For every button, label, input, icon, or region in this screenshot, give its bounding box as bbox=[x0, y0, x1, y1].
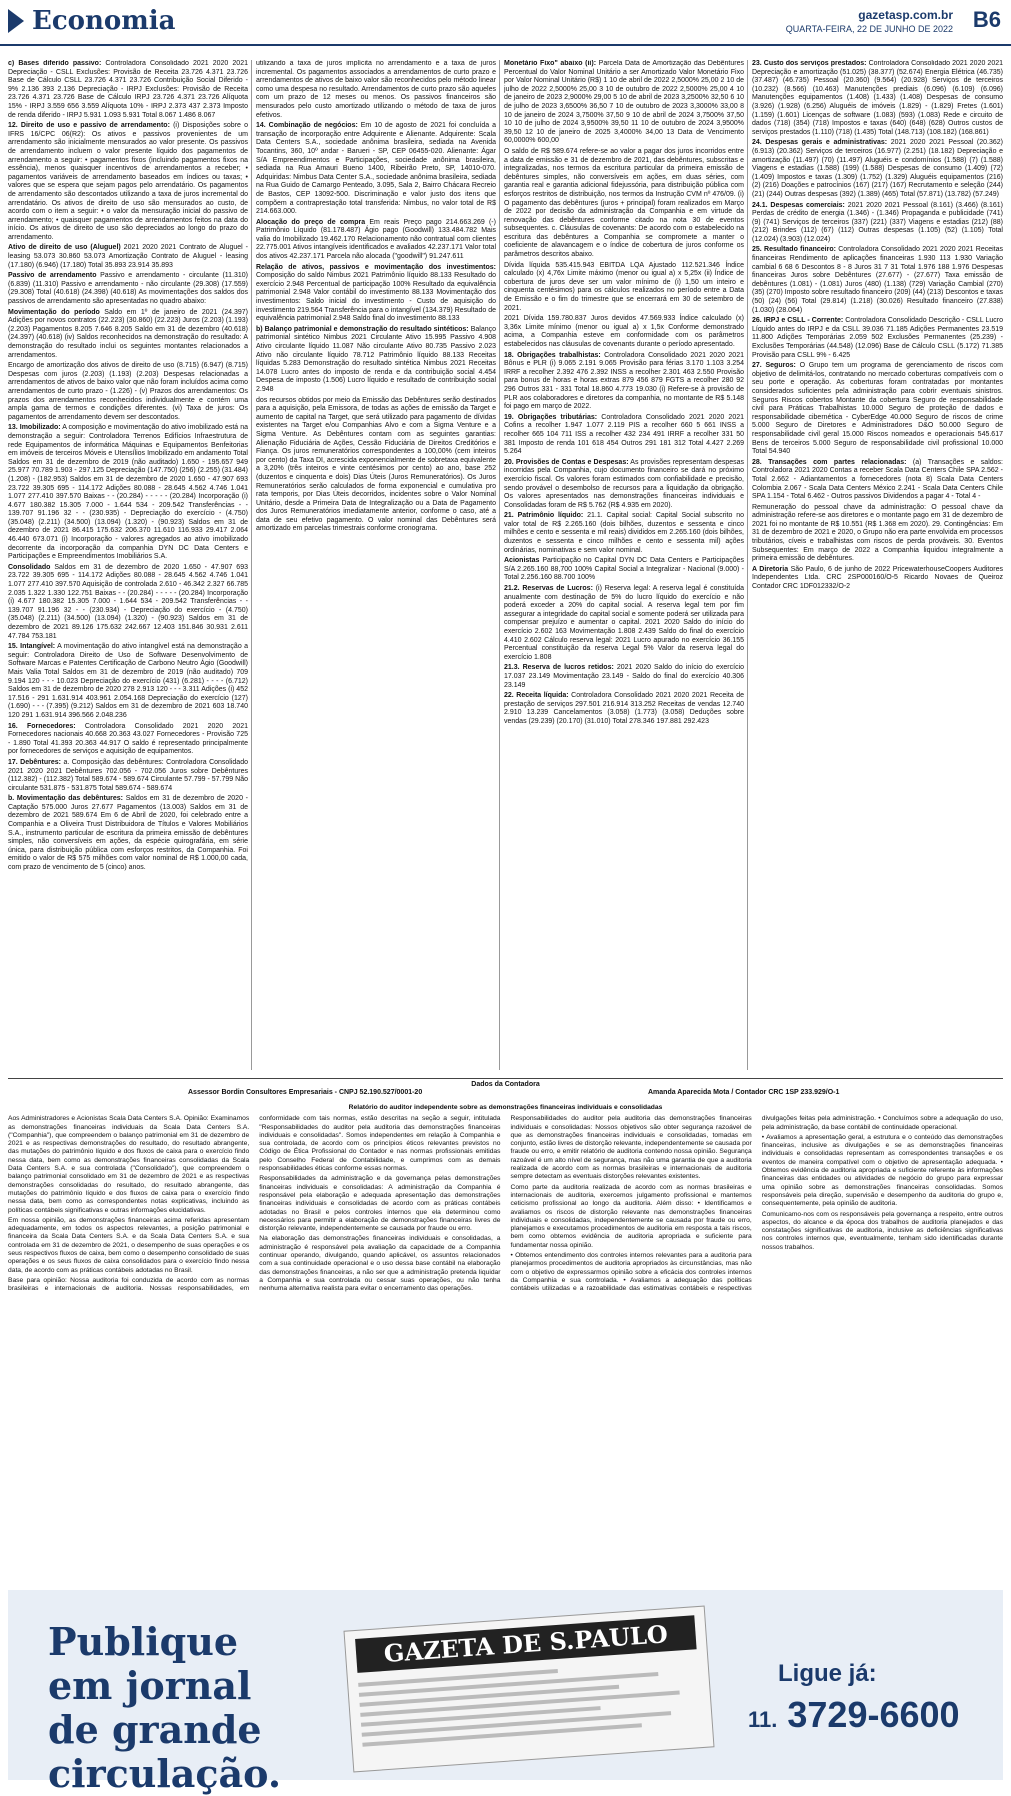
note-text: A composição e movimentação do ativo imobilizado está na demonstração a seguir: Controladora Terrenos Edifícios Infraestrutura de rede Equipamentos de informática Máquinas e Equipamentos Benfeitorias em imóveis de terceiros Móveis e Utensílios Imobilizado em andamento Total Saldos em 31 de dezembro de 2019 (não auditado) 1.650 - 195.657 949 25.977 70.789 1.903 - 297.125 Depreciação (147.750) (256) (2.255) (31.484) (1.208) - (182.953) Saldos em 31 de dezembro de 2020 1.650 - 47.907 693 23.722 39.305 695 - 114.172 Adições 80.088 - 28.645 4.562 4.746 1.041 1.077 277.410 397.570 Baixas - - (20.284) - - - - - (20.284) Incorporação (i) 4.677 180.382 15.305 7.000 - 1.644 534 - 209.542 Transferências - - 139.707 91.196 32 - - (230.935) - Depreciação do exercício - (4.750) (35.048) (2.211) (34.500) (13.094) (1.320) - (90.923) Saldos em 31 de dezembro de 2021 86.415 175.632 206.370 11.610 116.933 29.417 2.064 46.440 673.071 (i) Incorporação - valores agregados ao ativo imobilizado decorrente da incorporação da companhia DYN DC Data Centers e Participações e Empreendimentos Imobiliários S.A. bbox=[8, 424, 248, 561]
note-paragraph bbox=[8, 362, 248, 422]
page-header bbox=[0, 0, 1011, 46]
note-text: 2021 2020 2021 Contrato de Aluguel - leasing 53.073 30.860 53.073 Amortização Contrato de Aluguel - leasing (17.180) (6.946) (17.180) Total 35.893 23.914 35.893 bbox=[8, 244, 248, 269]
note-paragraph bbox=[504, 459, 744, 511]
note-paragraph bbox=[504, 692, 744, 726]
note-heading: b) Balanço patrimonial e demonstração do resultado sintéticos: bbox=[256, 325, 469, 333]
note-paragraph bbox=[752, 246, 1003, 315]
notes-column-1 bbox=[8, 60, 248, 1070]
note-text: dos recursos obtidos por meio da Emissão das Debêntures serão destinados para a aquisição, pela Emissora, de todas as ações de emissão da Target e aumento de capital na Target, que será utilizado para pagamento de dívidas existentes na Target e/ou Companhias Alvo e com a Sigma Venture e a Sigma Venture. As Debêntures contam com as seguintes garantias: Alienação Fiduciária de Ações, Cessão Fiduciária de Direitos Creditórios e Fiança. Os juros remuneratórios correspondentes a 100,00% (cem inteiros por cento) da Taxa DI, acrescida exponencialmente de sobretaxa equivalente a 3,20% (três inteiros e vinte centésimos por cento) ao ano, base 252 (duzentos e cinquenta e dois) Dias Úteis (Juros Remuneratórios). Os Juros Remuneratórios serão calculados de forma exponencial e cumulativa pro rata temporis, por Dias Úteis decorridos, incidentes sobre o Valor Nominal Unitário, desde a Primeira Data de Integralização ou a Data de Pagamento dos Juros Remuneratórios imediatamente anterior, conforme o caso, até a data de seu efetivo pagamento. O valor nominal das Debêntures será amortizado em parcelas trimestrais conforme cronograma. bbox=[256, 396, 496, 533]
note-paragraph bbox=[256, 122, 496, 217]
note-text: Controladora Consolidado 2021 2020 2021 Depreciação - CSLL Exclusões: Provisão de Receita 23.726 4.371 23.726 Base de Cálculo CSLL 23.726 4.371 23.726 Contribuição Social Diferido - 9% 2.136 393 2.136 Depreciação - IRPJ Exclusões: Provisão de Receita 23.726 4.371 23.726 Base de Cálculo IRPJ 23.726 4.371 23.726 Alíquota 15% - IRPJ 3.559 656 3.559 Alíquota 10% - IRPJ 2.373 437 2.373 Imposto de renda diferido - IRPJ 5.931 1.093 5.931 Total 8.067 1.486 8.067 bbox=[8, 60, 248, 119]
note-heading: Passivo de arrendamento bbox=[8, 272, 97, 280]
note-text: Controladora Consolidado 2021 2020 2021 Receita de prestação de serviços 297.501 216.914 313.252 Receitas de vendas 12.740 2.910 13.239 Cancelamentos (3.058) (1.773) (3.058) Deduções sobre vendas (29.239) (20.170) (31.010) Total 278.346 197.881 292.423 bbox=[504, 692, 744, 725]
auditor-paragraph: • Avaliamos a apresentação geral, a estrutura e o conteúdo das demonstrações financeiras, inclusive as divulgações e se as demonstrações financeiras individuais e consolidadas representam as correspondentes transações e os eventos de maneira compatível com o objetivo de apresentação adequada. • Obtemos evidência de auditoria apropriada e suficiente referente às informações financeiras das entidades ou atividades de negócio do grupo para expressar uma opinião sobre as demonstrações financeiras consolidadas. Somos responsáveis pela direção, supervisão e desempenho da auditoria do grupo e, consequentemente, pela opinião de auditoria. bbox=[761, 1133, 1003, 1208]
site-url[interactable]: gazetasp.com.br bbox=[858, 8, 953, 22]
note-heading: 25. Resultado financeiro: bbox=[752, 246, 836, 254]
note-paragraph bbox=[8, 643, 248, 720]
note-heading: 24.1. Despesas comerciais: bbox=[752, 201, 845, 209]
note-paragraph bbox=[8, 723, 248, 757]
note-heading: 22. Receita líquida: bbox=[504, 692, 569, 700]
note-heading: Monetário Fixo" abaixo (ii): bbox=[504, 60, 597, 67]
note-text: utilizando a taxa de juros implícita no arrendamento e a taxa de juros incremental. Os pagamentos associados a arrendamentos de curto prazo e arrendamentos de ativos de baixo valor são reconhecidos pelo método linear como uma despesa no resultado. Arrendamentos de curto prazo são aqueles com um prazo de 12 meses ou menos. Os passivos financeiros são mensurados pelo custo amortizado utilizando o método de taxa de juros efetivos. bbox=[256, 60, 496, 119]
ad-headline: Publique em jornal de grande circulação. bbox=[48, 1619, 282, 1796]
note-heading: 12. Direito de uso e passivo de arrendamento: bbox=[8, 122, 170, 130]
note-heading: 21. Patrimônio líquido: bbox=[504, 512, 584, 520]
note-heading: 19. Obrigações tributárias: bbox=[504, 413, 598, 421]
note-paragraph bbox=[752, 202, 1003, 245]
note-text: 2021 2020 Saldo do início do exercício 17.037 23.149 Movimentação 23.149 - Saldo do final do exercício 40.306 23.149 bbox=[504, 664, 744, 689]
note-paragraph bbox=[504, 664, 744, 690]
newspaper-illustration bbox=[343, 1606, 714, 1773]
note-text: Em 10 de agosto de 2021 foi concluída a transação de incorporação entre Adquirente e Alienante. Adquirente: Scala Data Centers S.A., sociedade anônima brasileira, sediada na Avenida Tocantins, 360, 10º andar - Barueri - SP, CEP 06455-020. Alienante: Ágar S/A Empreendimentos e Participações, sociedade anônima brasileira, sediada na Rua Amauri Bueno 1400, Ribeirão Preto, SP, 14010-070. Adquiridas: Nimbus Data Center S.A., sociedade anônima brasileira, sediada na Rua Guido de Camargo Penteado, 3.095, Sala 2, Bairro Chácara Recreio de Bastos, CEP 13092-500. Discriminação e valor justo dos itens que compõem a contraprestação total transferida: Nimbus, no valor total de R$ 214.663.000. bbox=[256, 122, 496, 216]
note-paragraph bbox=[8, 122, 248, 242]
auditor-report-title: Relatório do auditor independente sobre as demonstrações financeiras individuais e consolidadas bbox=[348, 1104, 663, 1111]
note-text: Remuneração do pessoal chave da administração: O pessoal chave da administração refere-se aos diretores e o montante pago em 31 de dezembro de 2021 foi no montante de R$ 10.551 (R$ 1.368 em 2020). 29. Contingências: Em 31 de dezembro de 2021 e 2020, o Grupo não era parte envolvida em processos tributários, cíveis e trabalhistas com riscos de perda prováveis. 30. Eventos Subsequentes: Em março de 2022 a Companhia liquidou integralmente a primeira emissão de debêntures. bbox=[752, 503, 1003, 563]
note-heading: 14. Combinação de negócios: bbox=[256, 122, 358, 130]
note-paragraph bbox=[504, 512, 744, 555]
note-paragraph bbox=[8, 564, 248, 641]
section-chevron-icon bbox=[8, 9, 24, 33]
note-paragraph bbox=[256, 264, 496, 324]
note-heading: 28. Transações com partes relacionadas: bbox=[752, 458, 907, 466]
auditor-paragraph: Responsabilidades do auditor pela auditoria das demonstrações financeiras individuais e consolidadas: Nossos objetivos são obter segurança razoável de que as demonstrações financeiras individuais e consolidadas, tomadas em conjunto, estão livres de distorção relevante, independentemente se causada por fraude ou erro, e emitir relatório de auditoria contendo nossa opinião. Segurança razoável é um alto nível de segurança, mas não uma garantia de que a auditoria realizada de acordo com as normas brasileiras e internacionais de auditoria sempre detectam as eventuais distorções relevantes existentes. bbox=[510, 1115, 752, 1181]
note-heading: 13. Imobilizado: bbox=[8, 424, 61, 432]
note-text: 2021 2020 2021 Pessoal (8.161) (3.466) (8.161) Perdas de crédito de energia (1.346) - (1.346) Propaganda e publicidade (741) (9) (741) Serviços de terceiros (337) (221) (337) Viagens e estadias (212) (88) (212) Brindes (112) (67) (112) Outras despesas (1.105) (52) (1.105) Total (12.024) (3.903) (12.024) bbox=[752, 201, 1003, 243]
note-heading: 27. Seguros: bbox=[752, 362, 796, 370]
ad-phone-ddd: 11. bbox=[748, 1707, 778, 1732]
signature-left: Assessor Bordin Consultores Empresariais - CNPJ 52.190.527/0001-20 bbox=[188, 1089, 423, 1096]
note-text: As provisões representam despesas incorridas pela Companhia, cujo documento financeiro se dará no próximo exercício fiscal. Os valores foram estimados com confiabilidade e precisão, sendo provável o desembolso de recursos para a liquidação da obrigação. Os valores apresentados nas demonstrações financeiras individuais e Consolidadas foram de R$ 5.762 (R$ 4.935 em 2020). bbox=[504, 458, 744, 509]
note-paragraph bbox=[752, 60, 1003, 137]
column-divider bbox=[747, 60, 748, 1070]
auditor-report bbox=[8, 1104, 1003, 1544]
note-heading: Consolidado bbox=[8, 563, 51, 571]
column-divider bbox=[251, 60, 252, 1070]
note-text: Controladora Consolidado 2021 2020 2021 Fornecedores nacionais 40.668 20.363 43.027 Fornecedores - Provisão 725 - 1.890 Total 41.393 20.363 44.917 O saldo é representado principalmente por fornecedores de serviços e aquisição de equipamentos. bbox=[8, 722, 248, 756]
note-paragraph bbox=[752, 317, 1003, 360]
note-paragraph bbox=[752, 362, 1003, 457]
signature-block bbox=[8, 1078, 1003, 1099]
note-paragraph bbox=[8, 244, 248, 270]
auditor-paragraph: Em nossa opinião, as demonstrações financeiras acima referidas apresentam adequadamente, em todos os aspectos relevantes, a posição patrimonial e financeira da Scala Data Centers S.A. e da Scala Data Centers S.A. e sua controlada em 31 de dezembro de 2021, o desempenho de suas operações e os seus respectivos fluxos de caixa, bem como o desempenho consolidado de suas operações e os seus fluxos de caixa consolidados para o exercício findo nessa data, de acordo com as práticas contábeis adotadas no Brasil. bbox=[8, 1216, 250, 1274]
note-heading: c) Bases diferido passivo: bbox=[8, 60, 102, 67]
auditor-paragraph: Como parte da auditoria realizada de acordo com as normas brasileiras e internacionais de auditoria, exercemos julgamento profissional e mantemos ceticismo profissional ao longo da auditoria. Além disso: • Identificamos e avaliamos os riscos de distorção relevante nas demonstrações financeiras individuais e consolidadas, independentemente se causada por fraude ou erro, planejamos e executamos procedimentos de auditoria em resposta a tais riscos, bem como obtemos evidência de auditoria apropriada e suficiente para fundamentar nossa opinião. bbox=[510, 1183, 752, 1249]
note-paragraph bbox=[8, 272, 248, 306]
note-paragraph bbox=[504, 352, 744, 412]
note-text: (i) Disposições sobre o IFRS 16/CPC 06(R2): Os ativos e passivos provenientes de um arrendamento são inicialmente mensurados ao valor presente. Os passivos de arrendamento incluem o valor presente líquido dos pagamentos de arrendamento a seguir: • pagamentos fixos (incluindo pagamentos fixos na essência), menos quaisquer incentivos de arrendamentos a receber; • pagamentos variáveis de arrendamento baseados em índices ou taxas; • valores que se espera que sejam pagos pelo arrendatário. Os pagamentos de arrendamento são descontados utilizando a taxa de juros incremental do arrendatário. Os ativos de direito de uso são mensurados ao custo, de acordo com o item a seguir: • o valor da mensuração inicial do passivo de arrendamento; • quaisquer pagamentos de arrendamentos feitos na data do início. Os ativos de direito de uso são depreciados ao longo do prazo do arrendamento. bbox=[8, 122, 248, 241]
ad-phone-number: 3729-6600 bbox=[787, 1694, 960, 1735]
note-heading: 15. Intangível: bbox=[8, 643, 56, 651]
note-paragraph bbox=[504, 148, 744, 260]
note-text: Controladora Consolidado 2021 2020 2021 Bônus e PLR (i) 9.065 2.191 9.065 Provisão para férias 3.170 1.103 3.254 IRRF a recolher 2.392 476 2.392 INSS a recolher 2.301 463 2.550 Provisão para bonus de horas e horas extras 879 456 879 FGTS a recolher 280 92 296 Outros 331 - 331 Total 18.860 4.773 19.030 (i) Refere-se à provisão de PLR aos colaboradores e diretores da companhia, no montante de R$ 5.148 foi pago em março de 2022. bbox=[504, 351, 744, 411]
advertisement-banner[interactable] bbox=[8, 1590, 1003, 1796]
note-text: (i) Reserva legal: A reserva legal é constituída anualmente com destinação de 5% do lucro líquido do exercício e não poderá exceder a 20% do capital social. A reserva legal tem por fim assegurar a integridade do capital social e somente poderá ser utilizada para compensar prejuízo e aumentar o capital. 2021 2020 Saldo do início do exercício 2.602 163 Movimentação 1.808 2.439 Saldo do final do exercício 4.410 2.602 Cálculo reserva legal: 2021 Lucro apurado no exercício 36.155 Percentual constituição da reserva Legal 5% Valor da reserva legal do exercício 1.808 bbox=[504, 585, 744, 661]
ad-call-to-action: Ligue já: bbox=[778, 1660, 877, 1687]
note-text: São Paulo, 6 de junho de 2022 PricewaterhouseCoopers Auditores Independentes Ltda. CRC 2SP000160/O-5 Ricardo Novaes de Queiroz Contador CRC 1DF012332/O-2 bbox=[752, 565, 1003, 591]
note-paragraph bbox=[256, 60, 496, 120]
note-paragraph bbox=[504, 262, 744, 314]
note-text: Controladora Consolidado Descrição - CSLL Lucro Líquido antes do IRPJ e da CSLL 39.036 71.185 Adições Permanentes 23.519 11.800 Adições Temporárias 2.059 502 Exclusões Permanentes (25.239) - Exclusões Temporárias (44.548) (12.096) Base de Cálculo CSLL (5.172) 71.385 Provisão para CSLL 9% - 6.425 bbox=[752, 317, 1003, 359]
note-text: O Grupo tem um programa de gerenciamento de riscos com objetivo de delimitá-los, contratando no mercado coberturas compatíveis com o seu porte e operação. As coberturas foram contratadas por montantes considerados suficientes pela administração para cobrir eventuais sinistros. Seguros Riscos cobertos Montante da cobertura Seguro de responsabilidade civil para Práticas Trabalhistas 10.000 Seguro de proteção de dados e responsabilidade cibernética - CyberEdge 40.000 Seguro de riscos de crime 5.000 Seguro de Diretores e Administradores D&O 50.000 Seguro de responsabilidade civil geral 15.000 Riscos nomeados e operacionais 545.617 Bens de terceiros 5.000 Seguro de responsabilidade civil profissional 10.000 Total 54.940 bbox=[752, 362, 1003, 456]
note-paragraph bbox=[8, 759, 248, 793]
note-paragraph bbox=[752, 566, 1003, 592]
note-heading: Acionistas bbox=[504, 557, 540, 565]
notes-column-4 bbox=[752, 60, 1003, 1070]
note-paragraph bbox=[504, 60, 744, 146]
note-text: (a) Transações e saldos: Controladora 2021 2020 Contas a receber Scala Data Centers Chile SPA 2.562 - Total 2.662 - Adiantamentos a fornecedores (nota 8) Scala Data Centers Colombia 2.067 - Scala Data Centers México 2.241 - Scala Data Centers Chile SPA 1.154 - Total 6.462 - Outros passivos Dividendos a pagar 4 - Total 4 - bbox=[752, 458, 1003, 501]
signature-right: Amanda Aparecida Mota / Contador CRC 1SP 233.929/O-1 bbox=[648, 1089, 840, 1096]
note-heading: Ativo de direito de uso (Aluguel) bbox=[8, 244, 121, 252]
note-heading: 26. IRPJ e CSLL - Corrente: bbox=[752, 317, 844, 325]
note-text: Parcela Data de Amortização das Debêntures Percentual do Valor Nominal Unitário a ser Amortizado Valor Monetário Fixo por Valor Nominal Unitário (R$) 1 10 de abril de 2022 2,5000% 25,00 2 10 de julho de 2022 2,5000% 25,00 3 10 de outubro de 2022 2,5000% 25,00 4 10 de janeiro de 2023 2,9000% 29,00 5 10 de abril de 2023 3,2500% 32,50 6 10 de julho de 2023 3,6500% 36,50 7 10 de outubro de 2023 3,3000% 33,00 8 10 de janeiro de 2024 3,7500% 37,50 9 10 de abril de 2024 3,7500% 37,50 10 10 de julho de 2024 3,9500% 39,50 11 10 de outubro de 2024 3,9500% 39,50 12 10 de janeiro de 2025 3,4000% 34,00 13 Data de Vencimento 60,0000% 600,00 bbox=[504, 60, 744, 145]
note-paragraph bbox=[8, 309, 248, 361]
note-paragraph bbox=[504, 585, 744, 662]
note-text: Participação no Capital DYN DC Data Centers e Participações S/A 2.265.160 88,700 100% Capital Social a Integralizar - Nacional (9.000) - Total 2.256.160 88.700 100% bbox=[504, 557, 744, 582]
note-heading: 23. Custo dos serviços prestados: bbox=[752, 60, 867, 67]
note-text: Em reais Preço pago 214.663.269 (-) Patrimônio Líquido (81.178.487) Ágio pago (Goodwill) 133.484.782 Mais valia do Imobilizado 19.462.170 Relacionamento não contratual com clientes 22.775.001 Ativos intangíveis identificados e avaliados 42.237.171 Valor total dos ativos 42.237.171 Parcela não alocada ("goodwill") 91.247.611 bbox=[256, 218, 496, 261]
section-title: Economia bbox=[32, 6, 176, 36]
note-heading: Movimentação do período bbox=[8, 308, 100, 316]
note-text: Saldos em 31 de dezembro de 2020 - Captação 575.000 Juros 27.677 Pagamentos (13.003) Saldos em 31 de dezembro de 2021 589.674 Em 6 de Abril de 2020, foi celebrado entre a Companhia e a Oliveira Trust Distribuidora de Títulos e Valores Mobiliários S.A., instrumento particular de escritura da primeira emissão de debêntures simples, não conversíveis em ações, da espécie quirografária, em série única, para distribuição pública com esforços restritos, da Companhia. Foi emitido o valor de R$ 575 milhões com valor nominal de R$ 1.000,00 cada, com prazo de vencimento de 5 (cinco) anos. bbox=[8, 795, 248, 872]
note-heading: b. Movimentação das debêntures: bbox=[8, 795, 124, 803]
note-paragraph bbox=[504, 315, 744, 349]
notes-column-3 bbox=[504, 60, 744, 1070]
issue-date: QUARTA-FEIRA, 22 DE JUNHO DE 2022 bbox=[785, 24, 953, 34]
note-heading: 20. Provisões de Contas e Despesas: bbox=[504, 458, 629, 466]
note-paragraph bbox=[752, 139, 1003, 199]
note-paragraph bbox=[8, 424, 248, 562]
note-paragraph bbox=[752, 459, 1003, 502]
auditor-paragraph: Responsabilidades da administração e da governança pelas demonstrações financeiras individuais e consolidadas: A administração da Companhia é responsável pela elaboração e adequada apresentação das demonstrações financeiras individuais e consolidadas de acordo com as práticas contábeis adotadas no Brasil e pelos controles internos que ela determinou como necessários para permitir a elaboração de demonstrações financeiras livres de distorção relevante, independentemente se causada por fraude ou erro. bbox=[259, 1175, 501, 1233]
note-paragraph bbox=[8, 795, 248, 872]
note-text: Controladora Consolidado 2021 2020 2021 Depreciação e amortização (51.025) (38.377) (52.674) Energia Elétrica (46.735) (37.487) (46.735) Pessoal (20.360) (9.564) (20.928) Serviços de terceiros (10.232) (8.566) (10.463) Manutenções prediais (6.096) (6.109) (6.096) Manutenções equipamentos (1.408) (1.433) (1.408) Despesas de consumo (3.926) (1.928) (6.256) Aluguéis de imóveis (1.829) - (1.829) Fretes (1.601) (1.159) (1.601) Licenças de software (1.083) (593) (1.083) Rede e circuito de dados (718) (354) (718) Impostos e taxas (640) (648) (628) Outros custos de serviços prestados (1.110) (718) (1.435) Total (148.713) (108.182) (168.861) bbox=[752, 60, 1003, 136]
note-text: Balanço patrimonial sintético Nimbus 2021 Circulante Ativo 15.995 Passivo 4.908 Ativo circulante líquido 11.087 Não circulante Ativo 80.735 Passivo 2.023 Ativo não circulante líquido 78.712 Patrimônio líquido 88.133 Receitas líquidas 5.283 Demonstração do resultado sintética Nimbus 2021 Receitas 14.078 Lucro antes do imposto de renda e da contribuição social 4.454 Despesa de imposto (1.506) Lucro líquido e resultado de contribuição social 2.948 bbox=[256, 325, 496, 393]
note-text: Controladora Consolidado 2021 2020 2021 Receitas financeiras Rendimento de aplicações financeiras 1.930 113 1.930 Variação cambial 6 68 6 Descontos 8 - 8 Juros 31 7 31 Total 1.976 188 1.976 Despesas financeiras Juros sobre Debêntures (27.677) - (27.677) Taxa emissão de debêntures (1.081) - (1.081) Juros (480) (1.138) (729) Variação Cambial (270) (35) (270) Imposto sobre resultado financeiro (209) (44) (213) Descontos e taxas (50) (24) (56) Total (29.814) (1.218) (30.026) Resultado financeiro (27.838) (1.030) (28.064) bbox=[752, 246, 1003, 314]
note-text: Saldo em 1º de janeiro de 2021 (24.397) Adições por novos contratos (22.223) (30.860) (22.223) Juros (2.203) (1.193) (2.203) Pagamentos 8.205 7.646 8.205 Saldo em 31 de dezembro (40.618) (24.397) (40.618) (iv) Saldos reconhecidos na demonstração do resultado: A demonstração do resultado inclui os seguintes montantes relacionados a arrendamentos. bbox=[8, 308, 248, 359]
note-paragraph bbox=[256, 397, 496, 535]
page-number: B6 bbox=[972, 7, 1001, 32]
ad-phone[interactable] bbox=[748, 1694, 960, 1736]
note-heading: 24. Despesas gerais e administrativas: bbox=[752, 139, 888, 147]
note-paragraph bbox=[752, 504, 1003, 564]
note-text: O saldo de R$ 589.674 refere-se ao valor a pagar dos juros incorridos entre a data de emissão e 31 de dezembro de 2021, das debêntures, subscritas e integralizadas, nos termos da escritura particular da primeira emissão de debêntures simples, não conversíveis em ações, em duas séries, com garantia real e garantia adicional fidejussória, para distribuição pública com esforços restritos de distribuição, nos termos da Instrução CVM nº 476/09. (i) O pagamento das debêntures (juros + principal) foram realizados em Março de 2022 por decisão da administração da Companhia e em virtude da renovação das debêntures conforme citado na nota 30 de eventos subsequentes. c. Cláusulas de covenants: De acordo com o estabelecido na escritura das debêntures a Companhia se compromete a manter o coeficiente de alavancagem e o índice de cobertura de juros conforme os parâmetros descritos abaixo. bbox=[504, 147, 744, 259]
note-heading: 16. Fornecedores: bbox=[8, 722, 76, 730]
newspaper-masthead: GAZETA DE S.PAULO bbox=[355, 1615, 697, 1673]
note-heading: 18. Obrigações trabalhistas: bbox=[504, 351, 601, 359]
note-paragraph bbox=[8, 60, 248, 120]
note-heading: 21.3. Reserva de lucros retidos: bbox=[504, 664, 614, 672]
note-text: 2021 2020 2021 Pessoal (20.362) (6.913) (20.362) Serviços de terceiros (16.977) (2.251) (18.182) Depreciação e amortização (11.497) (70) (11.497) Aluguéis e condomínios (1.588) (7) (1.588) Viagens e estadias (1.588) (199) (1.588) Despesas de consumo (1.409) (72) (1.409) Impostos e taxas (1.309) (1.752) (1.329) Aluguéis equipamentos (216) (2) (216) Doações e patrocínios (167) (217) (167) Recrutamento e seleção (244) (21) (244) Outras despesas (392) (1.389) (465) Total (57.871) (13.782) (57.249) bbox=[752, 139, 1003, 198]
note-paragraph bbox=[504, 557, 744, 583]
note-text: Saldos em 31 de dezembro de 2020 1.650 - 47.907 693 23.722 39.305 695 - 114.172 Adições 80.088 - 28.645 4.562 4.746 1.041 1.077 277.410 397.570 Aquisição de controlada 2.610 - 46.342 2.327 66.785 2.035 1.322 1.330 122.751 Baixas - - (20.284) - - - - - (20.284) Incorporação (i) 4.677 180.382 15.305 7.000 - 1.644 534 - 209.542 Transferências - - 139.707 91.196 32 - - (230.934) - Depreciação do exercício - (4.750) (35.048) (2.211) (34.500) (13.094) (1.320) - (90.923) Saldos em 31 de dezembro de 2021 89.126 175.632 242.667 12.403 151.846 30.931 2.611 47.784 753.181 bbox=[8, 563, 248, 640]
note-text: 21.1. Capital social: Capital Social subscrito no valor total de R$ 2.265.160 (dois bilhões, duzentos e sessenta e cinco milhões e cento e sessenta e mil reais) divididos em 2.265.160 (dois bilhões, duzentos e sessenta e cinco milhões e cento e sessenta mil) ações ordinárias, nominativas e sem valor nominal. bbox=[504, 512, 744, 554]
auditor-paragraph: Base para opinião: Nossa auditoria foi conduzida de acordo com as normas brasileiras e internacionais de auditoria. Nossas responsabilidades, em conformidade com tais normas, estão descritas na seção a seguir, intitulada "Responsabilidades do auditor pela auditoria das demonstrações financeiras individuais e consolidadas". Somos independentes em relação à Companhia e sua controlada, de acordo com os princípios éticos relevantes previstos no Código de Ética Profissional do Contador e nas normas profissionais emitidas pelo Conselho Federal de Contabilidade, e cumprimos com as demais responsabilidades éticas conforme essas normas. bbox=[8, 1115, 501, 1293]
notes-column-2 bbox=[256, 60, 496, 1070]
note-text: Composição do saldo Nimbus 2021 Patrimônio líquido 88.133 Resultado do exercício 2.948 Percentual de participação 100% Resultado da equivalência patrimonial 2.948 Valor contábil do investimento 88.133 Movimentação dos investimentos: Saldo inicial do investimento - Custo de aquisição do investimento 219.564 Transferência para o intangível (134.379) Resultado de equivalência patrimonial 2.948 Saldo final do investimento 88.133 bbox=[256, 272, 496, 323]
note-paragraph bbox=[256, 326, 496, 395]
note-paragraph bbox=[504, 414, 744, 457]
note-text: Encargo de amortização dos ativos de direito de uso (8.715) (6.947) (8.715) Despesas com juros (2.203) (1.193) (2.203) Despesas relacionadas a arrendamentos de ativos de baixo valor que não foram incluídos acima como arrendamentos de curto prazo - (1.226) - (v) Prazos dos arrendamentos: Os prazos dos arrendamentos reconhecidos individualmente e contém uma ampla gama de termos e condições diferentes. (vi) Taxa de juros: Os pagamentos de arrendamento devem ser descontados. bbox=[8, 362, 248, 421]
note-text: Controladora Consolidado 2021 2020 2021 Cofins a recolher 1.947 1.077 2.119 PIS a recolher 660 5 661 INSS a recolher 665 104 711 ISS a recolher 432 234 491 IRRF a recolher 331 50 381 Imposto de renda 101 618 454 Outros 291 181 312 Total 4.427 2.269 5.264 bbox=[504, 413, 744, 456]
accountant-title: Dados da Contadora bbox=[471, 1081, 540, 1088]
note-text: A movimentação do ativo intangível está na demonstração a seguir: Controladora Direito de Uso de Software Desenvolvimento de Software Marcas e Patentes Certificação de Carbono Neutro Ágio (Goodwill) Mais Valia Total Saldos em 31 de dezembro de 2019 (não auditado) 709 9.194 120 - - - 10.023 Depreciação do exercício (431) (6.281) - - - - (6.712) Saldos em 31 de dezembro de 2020 278 2.913 120 - - - 3.311 Adições (i) 452 17.516 - 291 1.631.914 403.961 2.054.168 Depreciação do exercício (127) (1.690) - - - (7.395) (9.212) Saldos em 31 de dezembro de 2021 603 18.740 120 291 1.631.914 396.566 2.048.236 bbox=[8, 643, 248, 719]
note-text: a. Composição das debêntures: Controladora Consolidado 2021 2020 2021 Debêntures 702.056 - 702.056 Juros sobre Debêntures (112.382) - (112.382) Total 589.674 - 589.674 Circulante 57.799 - 57.799 Não circulante 531.875 - 531.875 Total 589.674 - 589.674 bbox=[8, 758, 248, 792]
note-text: Passivo e arrendamento - circulante (11.310) (6.839) (11.310) Passivo e arrendamento - não circulante (29.308) (17.559) (29.308) Total (40.618) (24.398) (40.618) As movimentações dos saldos dos passivos de arrendamento são apresentadas no quadro abaixo: bbox=[8, 272, 248, 306]
note-text: Dívida líquida 535.415.943 EBITDA LQA Ajustado 112.521.346 Índice calculado (x) 4,76x Limite máximo (menor ou igual a) x 5,25x (ii) Índice de cobertura de juros deve ser um valor mínimo de (i) 1,50 um inteiro e cinquenta centésimos) para os cálculos realizados no período entre a Data de Emissão e o fim do trimestre que se encerrará em 30 de setembro de 2021. bbox=[504, 261, 744, 312]
note-text: 2021 Dívida 159.780.837 Juros devidos 47.569.933 Índice calculado (x) 3,36x Limite mínimo (menor ou igual a) x 1,5x Conforme demonstrado acima, a Companhia esteve em conformidade com os parâmetros estabelecidos nas cláusulas de covenants durante o período apresentado. bbox=[504, 315, 744, 348]
note-paragraph bbox=[256, 219, 496, 262]
auditor-paragraph: Na elaboração das demonstrações financeiras individuais e consolidadas, a administração é responsável pela avaliação da capacidade de a Companhia continuar operando, divulgando, quando aplicável, os assuntos relacionados com a sua continuidade operacional e o uso dessa base contábil na elaboração das demonstrações financeiras, a não ser que a administração pretenda liquidar a Companhia e sua controlada ou cessar suas operações, ou não tenha nenhuma alternativa realista para evitar o encerramento das operações. bbox=[259, 1235, 501, 1293]
note-heading: A Diretoria bbox=[752, 565, 789, 573]
note-heading: 21.2. Reservas de Lucros: bbox=[504, 585, 593, 593]
note-heading: 17. Debêntures: bbox=[8, 758, 62, 766]
note-heading: Alocação do preço de compra bbox=[256, 218, 366, 226]
note-heading: Relação de ativos, passivos e movimentação dos investimentos: bbox=[256, 263, 496, 271]
auditor-report-body bbox=[8, 1115, 1003, 1293]
auditor-paragraph: • Obtemos entendimento dos controles internos relevantes para a auditoria para planejarmos procedimentos de auditoria apropriados às circunstâncias, mas não com o objetivo de expressarmos opinião sobre a eficácia dos controles internos da Companhia e sua controlada. • Avaliamos a adequação das políticas contábeis utilizadas e a razoabilidade das estimativas contábeis e respectivas divulgações feitas pela administração. • Concluímos sobre a adequação do uso, pela administração, da base contábil de continuidade operacional. bbox=[510, 1115, 1003, 1293]
column-divider bbox=[499, 60, 500, 1070]
auditor-paragraph: Aos Administradores e Acionistas Scala Data Centers S.A. Opinião: Examinamos as demonstrações financeiras individuais da Scala Data Centers S.A. ("Companhia"), que compreendem o balanço patrimonial em 31 de dezembro de 2021 e as respectivas demonstrações do resultado, do resultado abrangente, das mutações do patrimônio líquido e dos fluxos de caixa para o exercício findo nessa data, bem como as demonstrações financeiras consolidadas da Scala Data Centers S.A. e sua controlada ("Consolidado"), que compreendem o balanço patrimonial consolidado em 31 de dezembro de 2021 e as respectivas demonstrações consolidadas do resultado, do resultado abrangente, das mutações do patrimônio líquido e dos fluxos de caixa para o exercício findo nessa data, bem como as correspondentes notas explicativas, incluindo as políticas contábeis significativas e outras informações elucidativas. bbox=[8, 1115, 250, 1214]
auditor-paragraph: Comunicamo-nos com os responsáveis pela governança a respeito, entre outros aspectos, do alcance e da época dos trabalhos de auditoria planejados e das constatações significativas de auditoria, inclusive as deficiências significativas nos controles internos que, eventualmente, tenham sido identificadas durante nossos trabalhos. bbox=[761, 1210, 1003, 1251]
